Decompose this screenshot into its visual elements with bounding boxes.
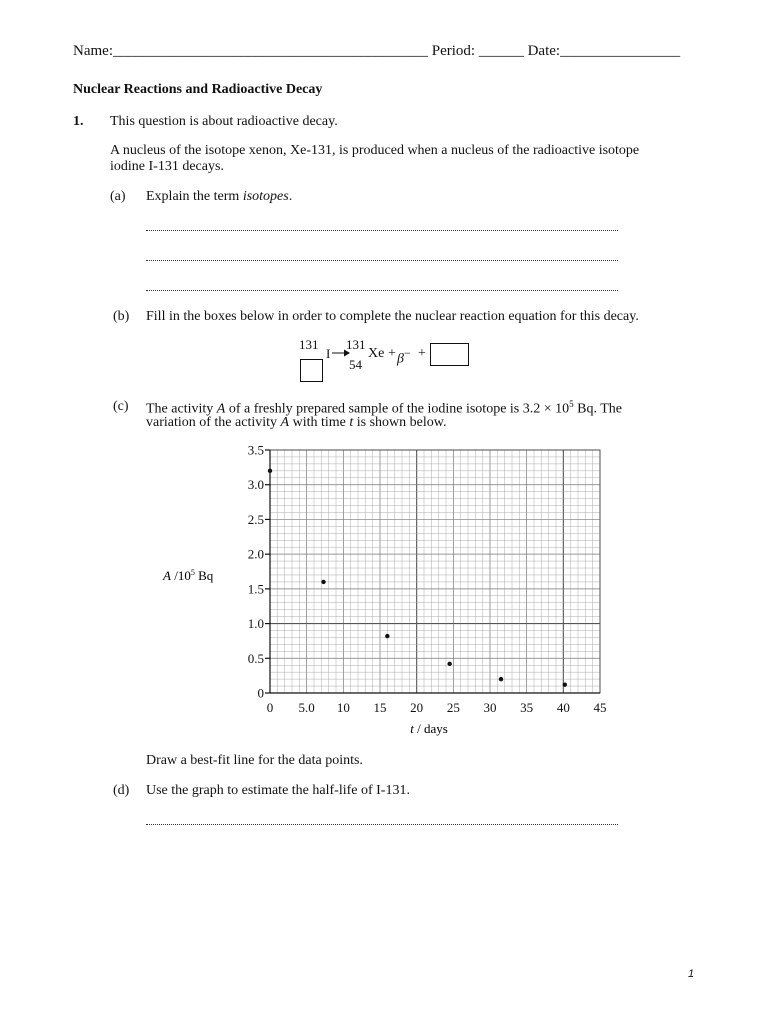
part-d-text: Use the graph to estimate the half-life of I-131.	[146, 783, 410, 798]
date-label: Date:	[527, 43, 561, 59]
y-tick-label: 2.0	[247, 546, 264, 562]
question-intro: This question is about radioactive decay.	[110, 114, 338, 129]
answer-line-a1[interactable]	[146, 229, 618, 231]
header-row	[73, 43, 680, 60]
part-c-line2-var-a: A	[280, 415, 290, 430]
data-point	[563, 682, 567, 686]
xenon-symbol: Xe	[368, 346, 385, 361]
page-number: 1	[688, 968, 695, 980]
y-axis-unit-a: /10	[170, 568, 191, 583]
data-point	[499, 677, 503, 681]
answer-line-a2[interactable]	[146, 259, 618, 261]
x-tick-label: 5.0	[298, 700, 315, 715]
part-c-line2-a: variation of the activity	[146, 415, 281, 430]
x-tick-label: 15	[373, 700, 387, 715]
data-point	[385, 634, 389, 638]
part-c-line1-a: The activity	[146, 401, 217, 417]
y-tick-label: 1.5	[247, 581, 264, 597]
part-c-exponent: 5	[569, 399, 574, 409]
period-label: Period:	[431, 43, 476, 59]
x-tick-label: 10	[336, 700, 350, 715]
y-tick-label: 3.0	[247, 477, 264, 493]
part-c-var-a: A	[216, 401, 226, 417]
part-c-line1-c: Bq. The	[573, 401, 622, 417]
data-point	[447, 662, 451, 666]
equation-plus-2: +	[418, 346, 426, 361]
part-a-text-before: Explain the term	[146, 189, 243, 204]
y-axis-unit-b: Bq	[194, 568, 214, 583]
data-point	[268, 469, 272, 473]
plot-frame	[270, 450, 600, 693]
y-axis-label	[162, 568, 214, 583]
missing-particle-box[interactable]	[430, 343, 469, 366]
x-axis-var: t	[410, 721, 414, 736]
period-blank[interactable]: ______	[478, 43, 524, 59]
question-number: 1.	[73, 114, 84, 129]
xenon-atomic-number: 54	[349, 357, 362, 372]
part-b-text: Fill in the boxes below in order to complete the nuclear reaction equation for this decay.	[146, 309, 639, 324]
y-tick-label: 0.5	[247, 650, 264, 666]
graph-grid	[270, 450, 600, 693]
x-tick-label: 20	[410, 700, 424, 715]
y-tick-label: 3.5	[247, 442, 264, 458]
part-c-instruction: Draw a best-fit line for the data points.	[146, 753, 363, 768]
answer-line-d1[interactable]	[146, 823, 618, 825]
part-c-line1-b: of a freshly prepared sample of the iodine isotope is 3.2 × 10	[225, 401, 570, 417]
part-c-line2	[146, 415, 446, 431]
page-title: Nuclear Reactions and Radioactive Decay	[73, 82, 323, 97]
x-tick-label: 25	[446, 700, 460, 715]
iodine-mass-number: 131	[299, 337, 319, 352]
answer-line-a3[interactable]	[146, 289, 618, 291]
part-c-line2-b: with time	[289, 415, 350, 430]
y-tick-label: 2.5	[247, 511, 264, 527]
xenon-mass-number: 131	[346, 337, 366, 352]
equation-plus-1: +	[388, 346, 396, 361]
data-point	[321, 580, 325, 584]
x-tick-label: 30	[483, 700, 497, 715]
question-context-line2: iodine I-131 decays.	[110, 159, 224, 174]
graph-axes	[270, 450, 600, 693]
iodine-atomic-number-box[interactable]	[300, 359, 323, 382]
iodine-symbol: I	[326, 346, 331, 361]
beta-charge: −	[403, 346, 411, 360]
question-context-line1: A nucleus of the isotope xenon, Xe-131, is produced when a nucleus of the radioactive isotope	[110, 143, 640, 158]
name-blank[interactable]: __________________________________________	[112, 43, 428, 59]
part-c-label: (c)	[113, 399, 129, 414]
y-tick-label: 0	[257, 685, 264, 701]
part-a-label: (a)	[110, 189, 126, 204]
x-tick-label: 0	[266, 700, 274, 715]
data-points	[268, 469, 567, 687]
graph-ticks	[248, 443, 607, 716]
beta-symbol: β	[397, 351, 404, 367]
date-blank[interactable]: ________________	[560, 43, 681, 59]
y-axis-exp: 5	[190, 568, 195, 577]
x-axis-unit: / days	[413, 721, 448, 736]
decay-graph[interactable]	[150, 438, 630, 748]
x-axis-label	[410, 721, 448, 736]
x-tick-label: 35	[520, 700, 534, 715]
y-tick-label: 1.0	[247, 616, 264, 632]
part-b-label: (b)	[113, 309, 130, 324]
part-d-label: (d)	[113, 783, 130, 798]
part-c-line2-var-t: t	[349, 415, 354, 430]
x-tick-label: 45	[593, 700, 607, 715]
part-a-text-after: .	[288, 189, 293, 204]
part-a-term: isotopes	[242, 189, 289, 204]
x-tick-label: 40	[556, 700, 570, 715]
name-label: Name:	[73, 43, 113, 59]
y-axis-var: A	[163, 568, 171, 583]
beta-particle	[397, 346, 411, 368]
part-a-text	[146, 189, 292, 205]
part-c-line2-c: is shown below.	[353, 415, 447, 430]
